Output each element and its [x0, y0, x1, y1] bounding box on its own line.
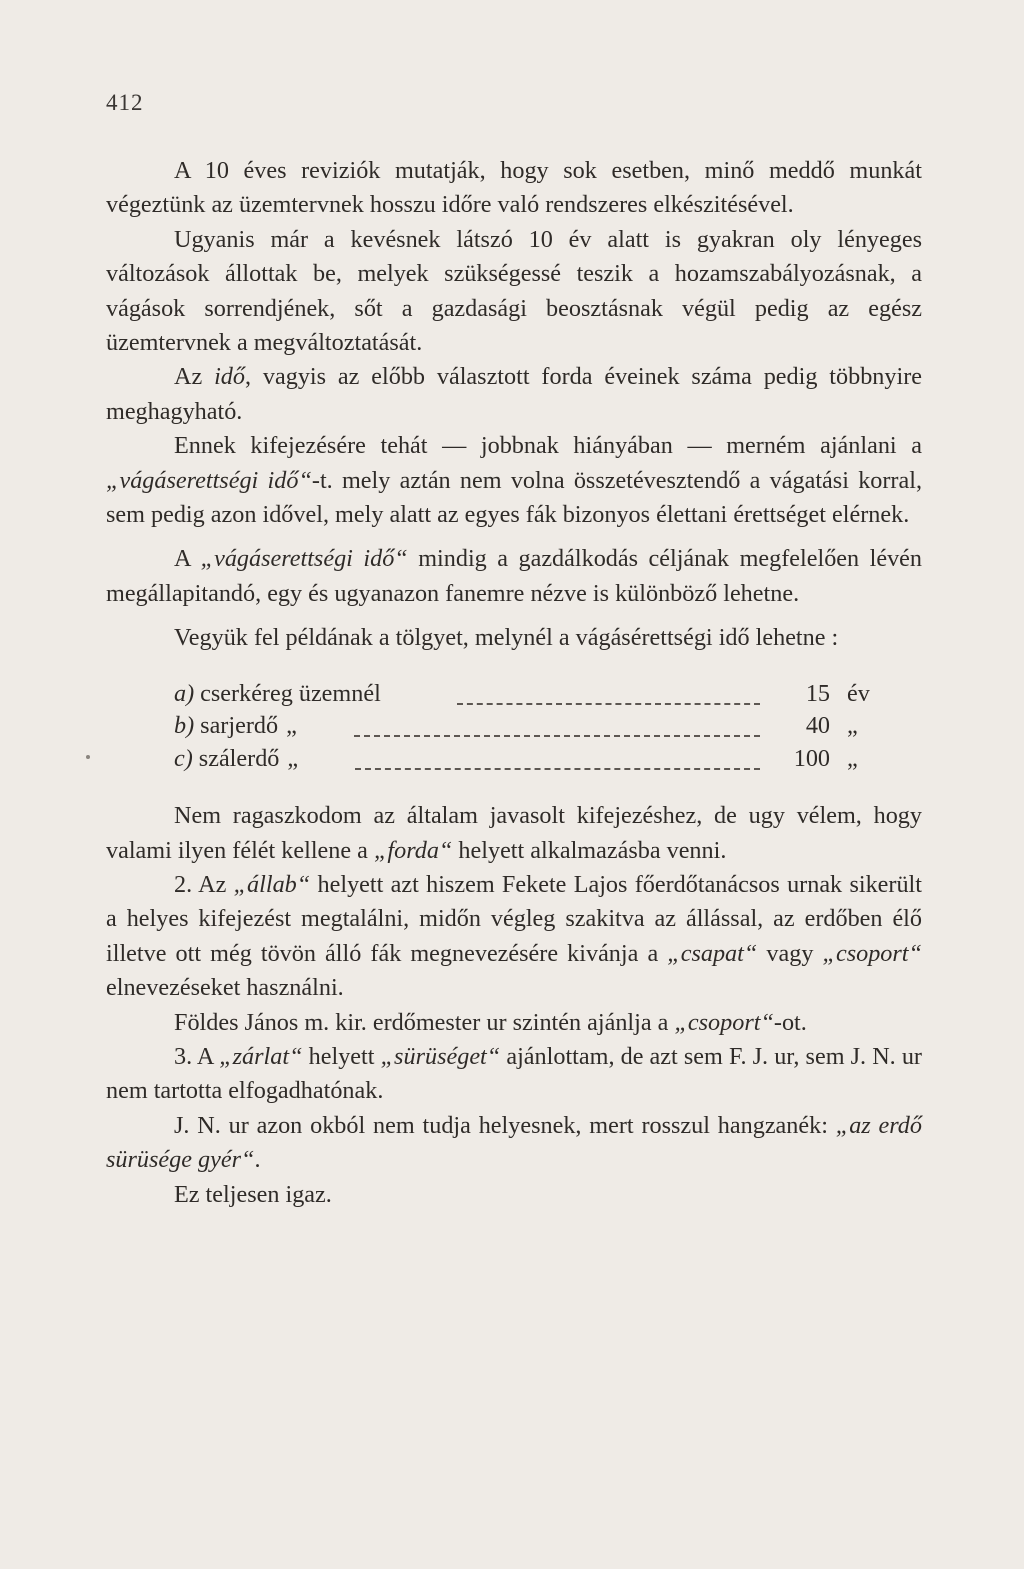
- ditto-mark: „: [286, 712, 297, 740]
- paragraph-9: Földes János m. kir. erdőmester ur szintén ajánlja a „csoport“-ot.: [174, 1008, 807, 1036]
- emphasis: „csoport“: [822, 939, 922, 967]
- list-value: 15: [805, 679, 830, 707]
- list-letter: c): [174, 744, 193, 772]
- list-item: [106, 743, 922, 776]
- list-item: [106, 710, 922, 743]
- paragraph-6: Vegyük fel példának a tölgyet, melynél a vágásérettségi idő lehetne :: [174, 624, 839, 652]
- emphasis: „sürüséget“: [380, 1043, 501, 1071]
- paragraph-7: Nem ragaszkodom az általam javasolt kifejezéshez, de ugy vélem, hogy valami ilyen félét kellene a „forda“ helyett alkalmazásba venni.: [106, 802, 922, 864]
- leader-dots: [457, 701, 760, 705]
- list-label: szálerdő: [198, 744, 280, 772]
- list-label: cserkéreg üzemnél: [200, 679, 381, 707]
- paragraph-3: Az idő, vagyis az előbb választott forda éveinek száma pedig többnyire meghagyható.: [106, 363, 923, 425]
- paragraph-8: 2. Az „állab“ helyett azt hiszem Fekete Lajos főerdőtanácsos urnak sikerült a helyes kifejezést megtalálni, midőn végleg szakitva az állással, az erdőben élő illetve ott még tövön álló fák megnevezésére kivánja a „csapat“ vagy „csoport“ elnevezéseket használni.: [106, 871, 922, 1002]
- body-text: [106, 154, 922, 1212]
- emphasis: „állab“: [233, 871, 311, 898]
- emphasis: „forda“: [373, 836, 453, 864]
- leader-dots: [354, 733, 760, 737]
- paragraph-11: J. N. ur azon okból nem tudja helyesnek, mert rosszul hangzanék: „az erdő sürüsége gyér“.: [106, 1111, 922, 1174]
- list-letter: b): [174, 712, 195, 740]
- list-unit: „: [847, 744, 858, 772]
- paragraph-1: A 10 éves reviziók mutatják, hogy sok esetben, minő meddő munkát végeztünk az üzemtervnek hosszu időre való rendszeres elkészitésével.: [106, 157, 922, 219]
- emphasis: „vágáserettségi idő“: [200, 545, 408, 573]
- margin-mark: [86, 755, 90, 759]
- emphasis: „zárlat“: [219, 1043, 303, 1071]
- paragraph-10: 3. A „zárlat“ helyett „sürüséget“ ajánlottam, de azt sem F. J. ur, sem J. N. ur nem tartotta elfogadhatónak.: [106, 1043, 922, 1105]
- list-label: sarjerdő: [200, 712, 279, 740]
- list-unit: „: [847, 712, 858, 740]
- list-letter: a): [174, 679, 195, 707]
- paragraph-2: Ugyanis már a kevésnek látszó 10 év alatt is gyakran oly lényeges változások állottak be, melyek szükségessé teszik a hozamszabályozásnak, a vágások sorrendjének, sőt a gazdasági beosztásnak végül pedig az egész üzemtervnek a megváltoztatását.: [106, 225, 922, 357]
- paragraph-12: Ez teljesen igaz.: [174, 1180, 332, 1208]
- list-unit: év: [847, 679, 870, 707]
- ditto-mark: „: [287, 744, 299, 772]
- list-item: [106, 678, 922, 711]
- leader-dots: [355, 766, 760, 770]
- emphasis: „csoport“: [674, 1008, 774, 1036]
- paragraph-4: Ennek kifejezésére tehát — jobbnak hiányában — merném ajánlani a „vágáserettségi idő“-t. mely aztán nem volna összetévesztendő a vágatási korral, sem pedig azon idővel, mely alatt az egyes fák bizonyos élettani érettséget elérnek.: [106, 432, 922, 529]
- paragraph-5: A „vágáserettségi idő“ mindig a gazdálkodás céljának megfelelően lévén megállapitandó, egy és ugyanazon fanemre nézve is különböző lehetne.: [106, 545, 922, 607]
- list-value: 100: [793, 744, 830, 772]
- emphasis: „csapat“: [667, 939, 758, 967]
- maturity-list: [106, 678, 922, 776]
- emphasis: idő: [214, 363, 245, 391]
- emphasis: „vágáserettségi idő“: [106, 466, 312, 494]
- emphasis: „az erdő sürüsége gyér“: [106, 1111, 922, 1174]
- list-value: 40: [805, 712, 830, 740]
- page-number: 412: [106, 90, 144, 115]
